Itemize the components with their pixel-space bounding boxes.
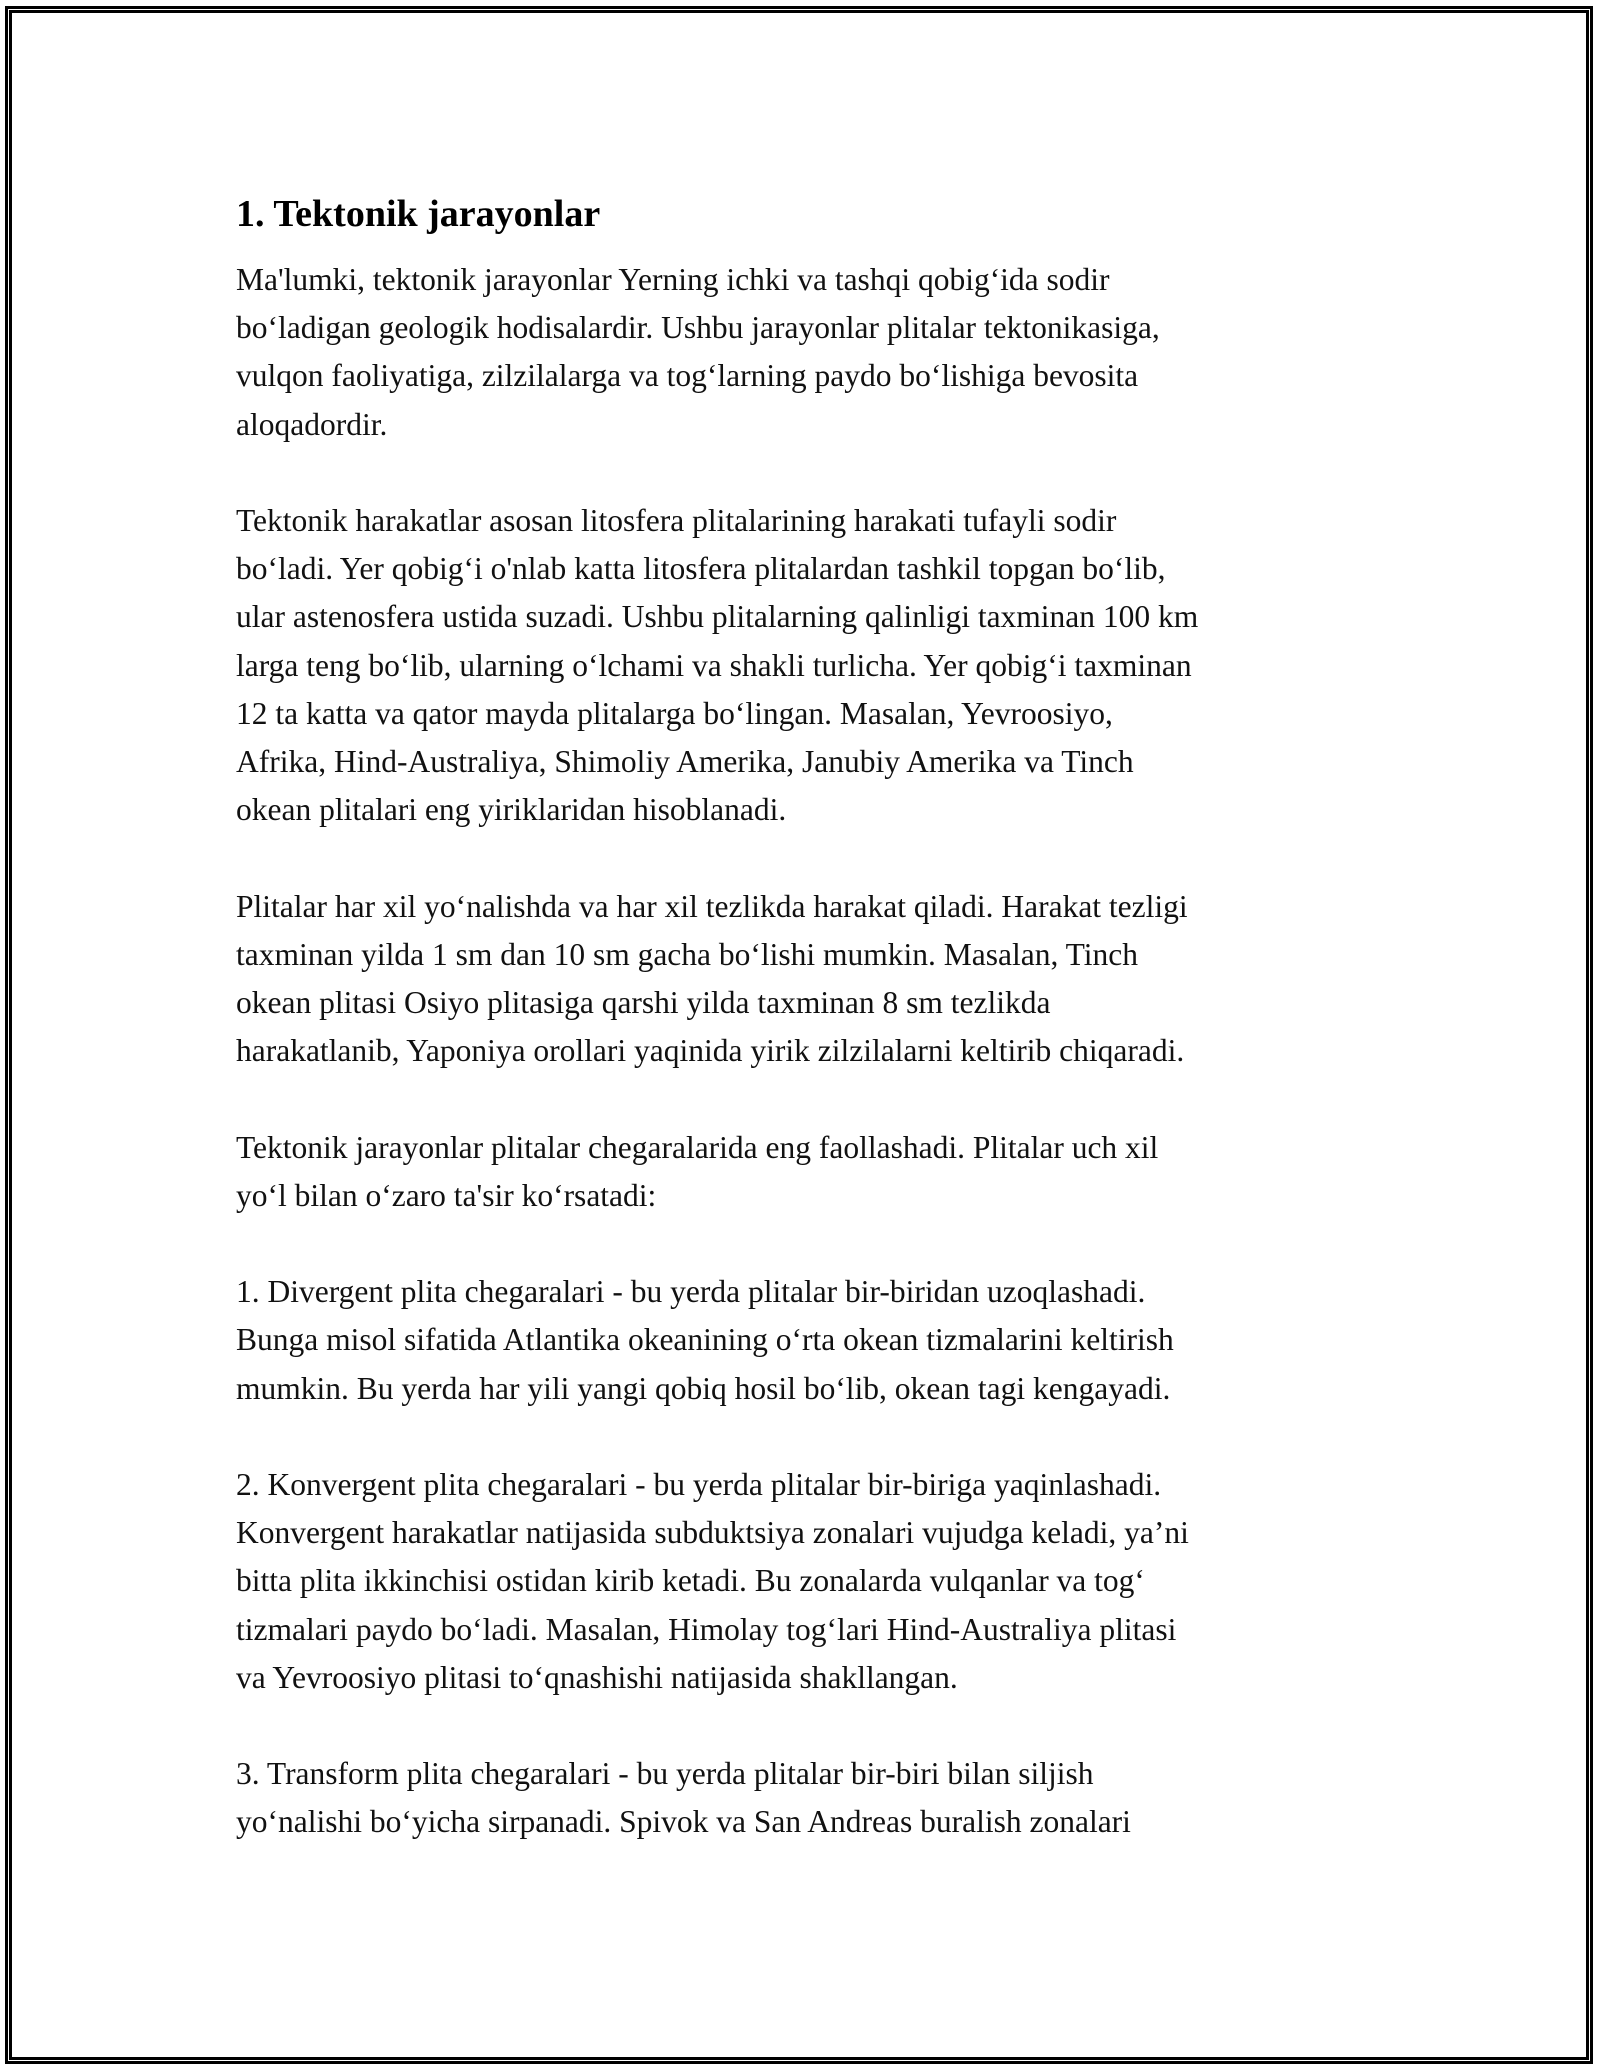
line: vulqon faoliyatiga, zilzilalarga va tog‘larning paydo bo‘lishiga bevosita — [236, 358, 1139, 394]
paragraph-boundaries — [236, 1124, 1356, 1220]
paragraph-divergent — [236, 1268, 1356, 1413]
line: harakatlanib, Yaponiya orollari yaqinida yirik zilzilalarni keltirib chiqaradi. — [236, 1033, 1185, 1069]
line: yo‘l bilan o‘zaro ta'sir ko‘rsatadi: — [236, 1177, 657, 1213]
line: Tektonik jarayonlar plitalar chegaralarida eng faollashadi. Plitalar uch xil — [236, 1129, 1159, 1165]
paragraph-convergent — [236, 1461, 1356, 1702]
line: Tektonik harakatlar asosan litosfera plitalarining harakati tufayli sodir — [236, 503, 1117, 538]
line: Ma'lumki, tektonik jarayonlar Yerning ichki va tashqi qobig‘ida sodir — [236, 262, 1110, 297]
document-body — [236, 188, 1356, 1847]
line: bo‘ladi. Yer qobig‘i o'nlab katta litosfera plitalardan tashkil topgan bo‘lib, — [236, 551, 1166, 587]
line: yo‘nalishi bo‘yicha sirpanadi. Spivok va San Andreas buralish zonalari — [236, 1804, 1131, 1840]
line: va Yevroosiyo plitasi to‘qnashishi natijasida shakllangan. — [236, 1659, 958, 1695]
line: bitta plita ikkinchisi ostidan kirib ketadi. Bu zonalarda vulqanlar va tog‘ — [236, 1563, 1145, 1599]
line: bo‘ladigan geologik hodisalardir. Ushbu jarayonlar plitalar tektonikasiga, — [236, 310, 1160, 346]
paragraph-transform — [236, 1750, 1356, 1846]
line: aloqadordir. — [236, 406, 388, 442]
line: 1. Divergent plita chegaralari - bu yerda plitalar bir-biridan uzoqlashadi. — [236, 1274, 1146, 1310]
line: okean plitalari eng yiriklaridan hisoblanadi. — [236, 792, 787, 828]
section-heading: 1. Tektonik jarayonlar — [236, 193, 601, 235]
paragraph-intro — [236, 256, 1356, 449]
line: 12 ta katta va qator mayda plitalarga bo‘lingan. Masalan, Yevroosiyo, — [236, 695, 1113, 731]
line: Plitalar har xil yo‘nalishda va har xil tezlikda harakat qiladi. Harakat tezligi — [236, 888, 1188, 924]
line: taxminan yilda 1 sm dan 10 sm gacha bo‘lishi mumkin. Masalan, Tinch — [236, 936, 1139, 972]
line: 3. Transform plita chegaralari - bu yerda plitalar bir-biri bilan siljish — [236, 1756, 1094, 1792]
line: ular astenosfera ustida suzadi. Ushbu plitalarning qalinligi taxminan 100 km — [236, 599, 1199, 635]
paragraph-speed — [236, 883, 1356, 1076]
line: Afrika, Hind-Australiya, Shimoliy Amerika, Janubiy Amerika va Tinch — [236, 744, 1134, 780]
line: tizmalari paydo bo‘ladi. Masalan, Himolay tog‘lari Hind-Australiya plitasi — [236, 1611, 1177, 1647]
line: okean plitasi Osiyo plitasiga qarshi yilda taxminan 8 sm tezlikda — [236, 985, 1051, 1021]
line: Bunga misol sifatida Atlantika okeanining o‘rta okean tizmalarini keltirish — [236, 1322, 1174, 1358]
line: mumkin. Bu yerda har yili yangi qobiq hosil bo‘lib, okean tagi kengayadi. — [236, 1370, 1171, 1406]
line: Konvergent harakatlar natijasida subduktsiya zonalari vujudga keladi, ya’ni — [236, 1515, 1189, 1551]
paragraph-plates — [236, 497, 1356, 834]
line: larga teng bo‘lib, ularning o‘lchami va shakli turlicha. Yer qobig‘i taxminan — [236, 647, 1192, 683]
line: 2. Konvergent plita chegaralari - bu yerda plitalar bir-biriga yaqinlashadi. — [236, 1467, 1162, 1502]
